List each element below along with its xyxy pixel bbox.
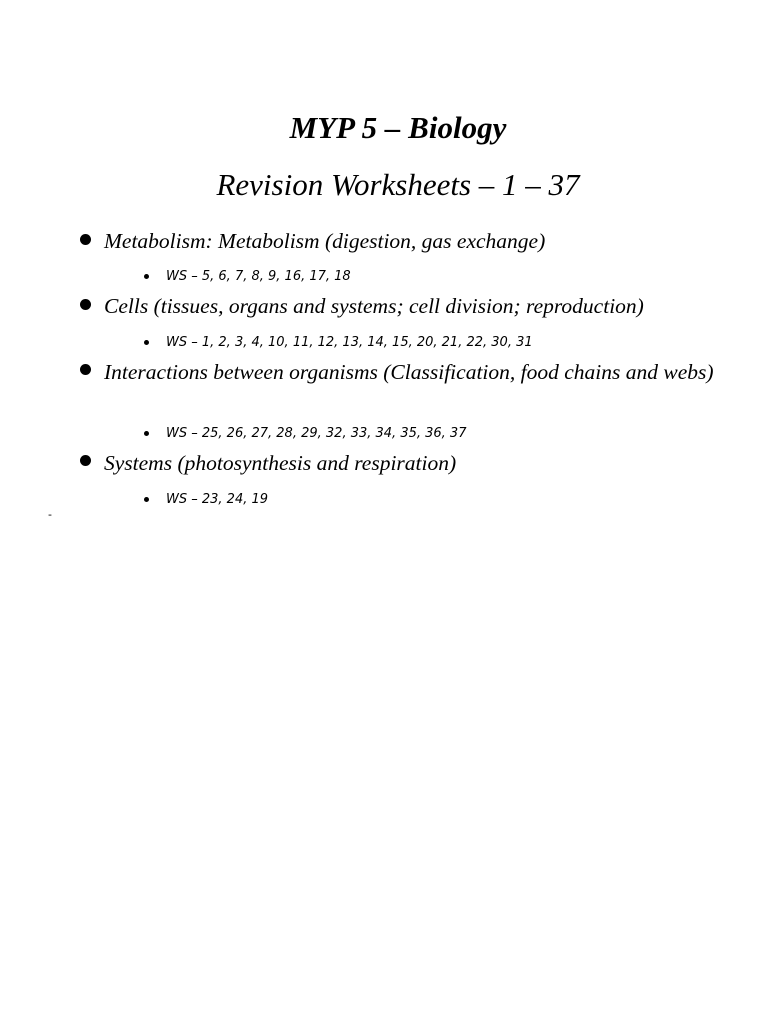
bullet-icon [80,234,91,245]
topic-item-metabolism: Metabolism: Metabolism (digestion, gas exchange) [104,229,546,253]
topic-item-cells: Cells (tissues, organs and systems; cell division; reproduction) [104,294,644,318]
document-title: MYP 5 – Biology [289,110,507,145]
worksheet-list-interactions: WS – 25, 26, 27, 28, 29, 32, 33, 34, 35, 36, 37 [166,426,467,441]
worksheet-list-cells: WS – 1, 2, 3, 4, 10, 11, 12, 13, 14, 15, 20, 21, 22, 30, 31 [166,335,533,350]
topic-item-interactions: Interactions between organisms (Classification, food chains and webs) [104,360,714,384]
sub-bullet-icon [144,497,149,502]
bullet-icon [80,299,91,310]
bullet-icon [80,455,91,466]
bullet-icon [80,364,91,375]
sub-bullet-icon [144,340,149,345]
worksheet-list-metabolism: WS – 5, 6, 7, 8, 9, 16, 17, 18 [166,269,351,284]
sub-bullet-icon [144,431,149,436]
document-subtitle: Revision Worksheets – 1 – 37 [216,167,580,202]
sub-bullet-icon [144,274,149,279]
topic-item-systems: Systems (photosynthesis and respiration) [104,451,457,475]
worksheet-list-systems: WS – 23, 24, 19 [166,492,269,507]
stray-dash-mark: - [48,508,52,521]
